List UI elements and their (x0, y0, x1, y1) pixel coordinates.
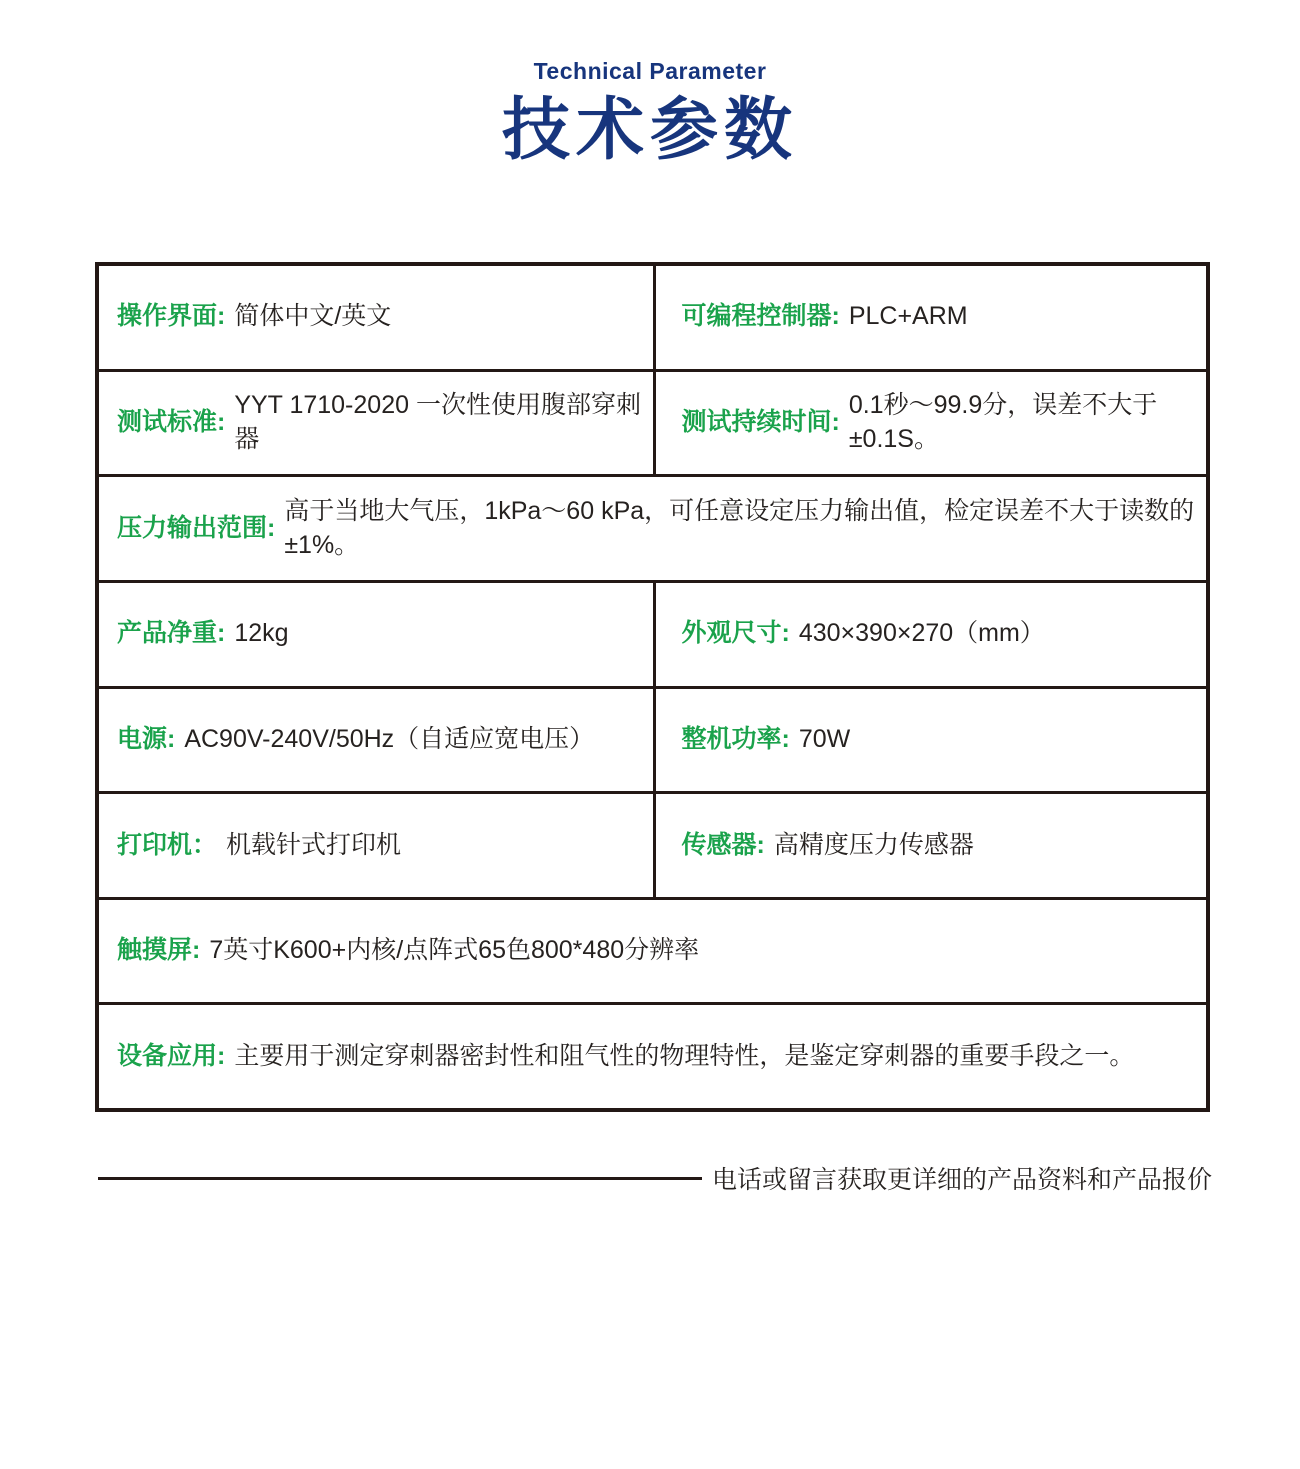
spec-label: 压力输出范围: (117, 513, 276, 542)
footer (98, 1160, 1212, 1196)
table-row (99, 1002, 1206, 1108)
spec-value: 简体中文/英文 (234, 302, 392, 331)
spec-cell-test-standard (99, 372, 653, 475)
spec-cell-printer (99, 794, 653, 897)
spec-value: 0.1秒～99.9分，误差不大于±0.1S。 (848, 391, 1158, 453)
spec-value: 12kg (234, 619, 289, 648)
title-block (0, 58, 1300, 168)
spec-cell-test-duration (653, 372, 1207, 475)
spec-value: 高于当地大气压，1kPa～60 kPa，可任意设定压力输出值，检定误差不大于读数的±1%。 (284, 496, 1195, 559)
spec-value: 70W (798, 724, 851, 753)
spec-label: 测试标准: (117, 408, 226, 437)
table-row (99, 369, 1206, 475)
contact-note: 电话或留言获取更详细的产品资料和产品报价 (711, 1166, 1212, 1194)
spec-cell-touchscreen (99, 900, 1206, 1003)
spec-value: 主要用于测定穿刺器密封性和阻气性的物理特性，是鉴定穿刺器的重要手段之一。 (234, 1041, 1135, 1070)
spec-label: 外观尺寸: (681, 619, 790, 648)
spec-cell-sensor (653, 794, 1207, 897)
table-row (99, 897, 1206, 1003)
spec-cell-net-weight (99, 583, 653, 686)
spec-cell-operation-interface (99, 266, 653, 369)
subtitle-english: Technical Parameter (533, 58, 767, 84)
spec-label: 整机功率: (681, 724, 790, 753)
spec-label: 电源: (117, 724, 176, 753)
spec-cell-total-power (653, 689, 1207, 792)
spec-label: 测试持续时间: (681, 408, 840, 437)
table-row (99, 474, 1206, 580)
spec-label: 可编程控制器: (681, 302, 840, 331)
spec-value: YYT 1710-2020 一次性使用腹部穿刺器 (234, 391, 641, 453)
spec-cell-controller (653, 266, 1207, 369)
spec-table (95, 262, 1210, 1112)
spec-label: 触摸屏: (117, 936, 201, 965)
spec-cell-dimensions (653, 583, 1207, 686)
spec-cell-power-supply (99, 689, 653, 792)
spec-label: 产品净重: (117, 619, 226, 648)
spec-value: PLC+ARM (848, 302, 968, 331)
spec-label: 操作界面: (117, 302, 226, 331)
spec-cell-application (99, 1005, 1206, 1108)
divider-line (98, 1177, 702, 1180)
page-title: 技术参数 (501, 92, 798, 168)
spec-cell-pressure-output-range (99, 477, 1206, 580)
table-row (99, 686, 1206, 792)
spec-value: 7英寸K600+内核/点阵式65色800*480分辨率 (209, 936, 700, 965)
spec-value: AC90V-240V/50Hz（自适应宽电压） (184, 724, 595, 753)
spec-label: 设备应用: (117, 1041, 226, 1070)
spec-value: 高精度压力传感器 (773, 830, 974, 859)
table-row (99, 580, 1206, 686)
spec-value: 机载针式打印机 (226, 830, 402, 859)
spec-label: 打印机： (117, 830, 218, 859)
spec-label: 传感器: (681, 830, 765, 859)
table-row (99, 791, 1206, 897)
table-row (99, 266, 1206, 369)
spec-value: 430×390×270（mm） (798, 619, 1045, 648)
